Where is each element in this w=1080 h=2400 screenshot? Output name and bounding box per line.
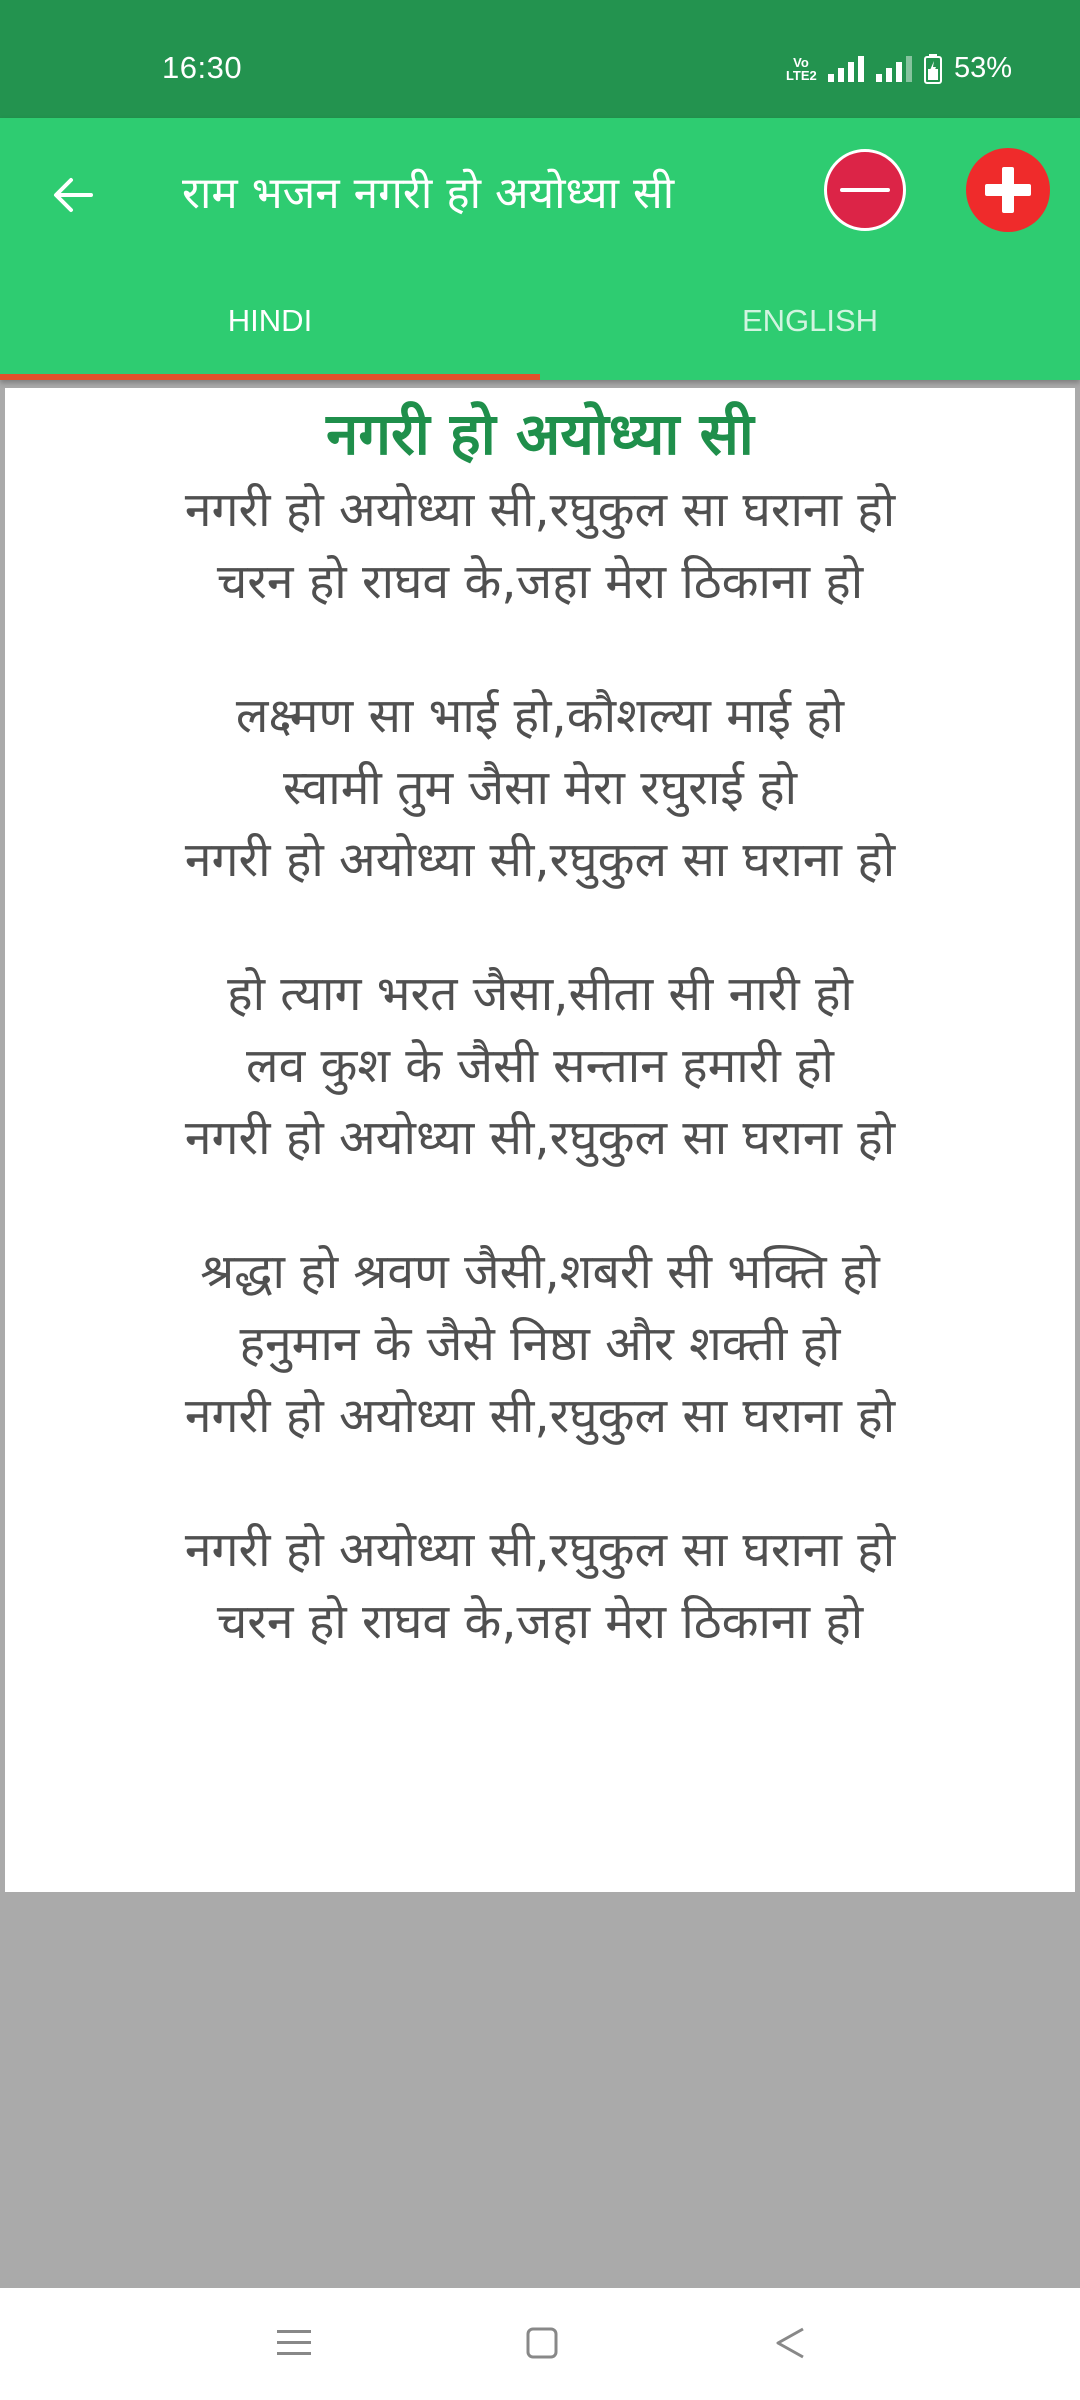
verse-4 <box>5 1236 1075 1452</box>
system-nav-bar <box>0 2288 1080 2400</box>
verse-3 <box>5 958 1075 1174</box>
minus-circle-icon <box>840 185 890 195</box>
song-title: नगरी हो अयोध्या सी <box>326 400 754 468</box>
signal-strength-icon <box>828 56 864 82</box>
lyric-line: नगरी हो अयोध्या सी,रघुकुल सा घराना हो <box>184 482 896 538</box>
zoom-out-button[interactable] <box>824 149 906 231</box>
tab-hindi[interactable]: HINDI <box>227 303 313 338</box>
back-triangle-icon <box>774 2326 806 2360</box>
battery-icon <box>924 54 942 84</box>
status-time: 16:30 <box>162 50 243 85</box>
lyric-line: हो त्याग भरत जैसा,सीता सी नारी हो <box>227 966 853 1022</box>
lyric-line: लव कुश के जैसी सन्तान हमारी हो <box>246 1038 834 1094</box>
home-icon <box>526 2327 558 2359</box>
verse-2 <box>5 680 1075 896</box>
tab-english[interactable]: ENGLISH <box>741 303 879 338</box>
recent-apps-button[interactable] <box>254 2308 334 2378</box>
lyric-line: श्रद्धा हो श्रवण जैसी,शबरी सी भक्ति हो <box>200 1244 880 1300</box>
arrow-left-icon <box>51 175 95 215</box>
lyric-line: हनुमान के जैसे निष्ठा और शक्ती हो <box>239 1316 841 1372</box>
lyric-line: चरन हो राघव के,जहा मेरा ठिकाना हो <box>216 554 864 610</box>
lyric-line: नगरी हो अयोध्या सी,रघुकुल सा घराना हो <box>184 832 896 888</box>
lyric-line: लक्ष्मण सा भाई हो,कौशल्या माई हो <box>235 688 845 744</box>
lyric-line: चरन हो राघव के,जहा मेरा ठिकाना हो <box>216 1594 864 1650</box>
signal-strength-2-icon <box>876 56 912 82</box>
system-back-button[interactable] <box>750 2308 830 2378</box>
lyric-line: नगरी हो अयोध्या सी,रघुकुल सा घराना हो <box>184 1522 896 1578</box>
zoom-in-button[interactable] <box>966 148 1050 232</box>
lyric-line: स्वामी तुम जैसा मेरा रघुराई हो <box>282 760 798 816</box>
lyric-line: नगरी हो अयोध्या सी,रघुकुल सा घराना हो <box>184 1388 896 1444</box>
plus-circle-icon <box>985 167 1031 213</box>
app-bar <box>0 118 1080 380</box>
lyric-line: नगरी हो अयोध्या सी,रघुकुल सा घराना हो <box>184 1110 896 1166</box>
tab-indicator <box>0 374 540 380</box>
battery-percent: 53% <box>953 52 1012 84</box>
page-title: राम भजन नगरी हो अयोध्या सी <box>182 168 675 219</box>
status-indicators <box>786 52 1012 85</box>
home-button[interactable] <box>502 2308 582 2378</box>
verse-5 <box>5 1514 1075 1658</box>
verse-1 <box>5 474 1075 618</box>
back-button[interactable] <box>38 160 108 230</box>
lyrics-card <box>5 388 1075 1892</box>
status-bar <box>0 0 1080 118</box>
volte-icon: Vo LTE2 <box>785 54 817 83</box>
menu-icon <box>277 2328 311 2358</box>
